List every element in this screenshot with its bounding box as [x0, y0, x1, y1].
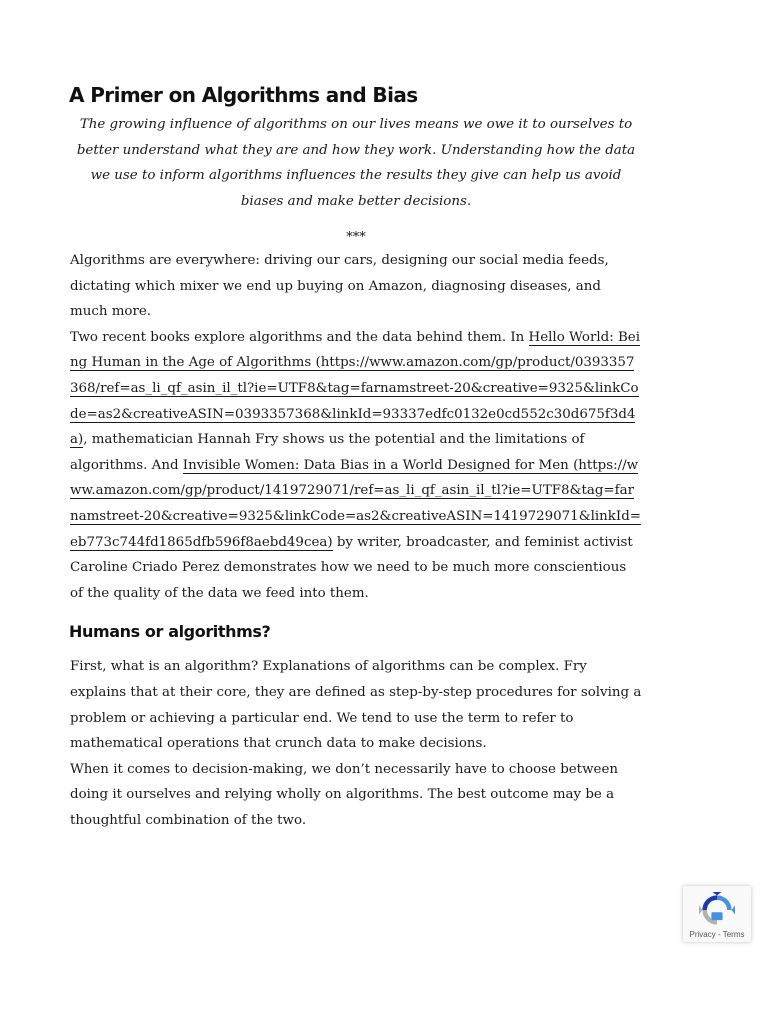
book-url-invisible-women: (https://www.amazon.com/gp/product/1419729071/ref=as_li_qf_asin_il_tl?ie=UTF8&tag=farnamstreet-20&creative=9325&linkCode=as2&creativeASIN=1419729071&linkId=eb773c744fd1865dfb596f8aebd49cea)	[70, 457, 642, 550]
section-heading-humans-or-algorithms: Humans or algorithms?	[69, 622, 271, 642]
paragraph-lead-text: Two recent books explore algorithms and the data behind them. In	[70, 329, 529, 345]
paragraph-middle-text: , mathematician Hannah Fry shows us the potential and the limitations of algorithms. And	[70, 432, 585, 473]
book-title-invisible-women: Invisible Women: Data Bias in a World Designed for Men	[182, 457, 569, 473]
book-url-hello-world: (https://www.amazon.com/gp/product/0393357368/ref=as_li_qf_asin_il_tl?ie=UTF8&tag=farnamstreet-20&creative=9325&linkCode=as2&creativeASIN=0393357368&linkId=93337edfc0132e0cd552c30d675f3d4a)	[70, 355, 639, 448]
book-title-hello-world: Hello World: Being Human in the Age of Algorithms	[70, 329, 641, 371]
recaptcha-links	[683, 930, 751, 939]
recaptcha-links-separator: -	[717, 930, 721, 939]
paragraph-decision-making: When it comes to decision-making, we don’t necessarily have to choose between doing it ourselves and relying wholly on algorithms. The best outcome may be a thoughtful combination of the two.	[70, 761, 619, 828]
book-link-hello-world[interactable]	[70, 330, 640, 448]
paragraph-tail-text: by writer, broadcaster, and feminist activist Caroline Criado Perez demonstrates how we need to be much more conscientious of the quality of the data we feed into them.	[70, 534, 633, 601]
paragraph-algorithms-everywhere: Algorithms are everywhere: driving our cars, designing our social media feeds, dictating which mixer we end up buying on Amazon, diagnosing diseases, and much more.	[70, 253, 609, 320]
section-separator: ***	[346, 230, 366, 245]
article-title: A Primer on Algorithms and Bias	[69, 83, 418, 107]
paragraph-two-books	[70, 325, 642, 607]
recaptcha-terms-link[interactable]: Terms	[722, 930, 745, 939]
recaptcha-privacy-link[interactable]: Privacy	[689, 930, 716, 939]
article	[70, 80, 642, 833]
recaptcha-badge[interactable]	[683, 886, 751, 942]
recaptcha-logo-icon	[699, 892, 735, 928]
paragraph-what-is-algorithm: First, what is an algorithm? Explanations of algorithms can be complex. Fry explains that at their core, they are defined as step-by-step procedures for solving a problem or achieving a particular end. We tend to use the term to refer to mathematical operations that crunch data to make decisions.	[70, 659, 642, 752]
article-intro: The growing influence of algorithms on our lives means we owe it to ourselves to better understand what they are and how they work. Understanding how the data we use to inform algorithms influences the results they give can help us avoid biases and make better decisions.	[76, 117, 636, 209]
